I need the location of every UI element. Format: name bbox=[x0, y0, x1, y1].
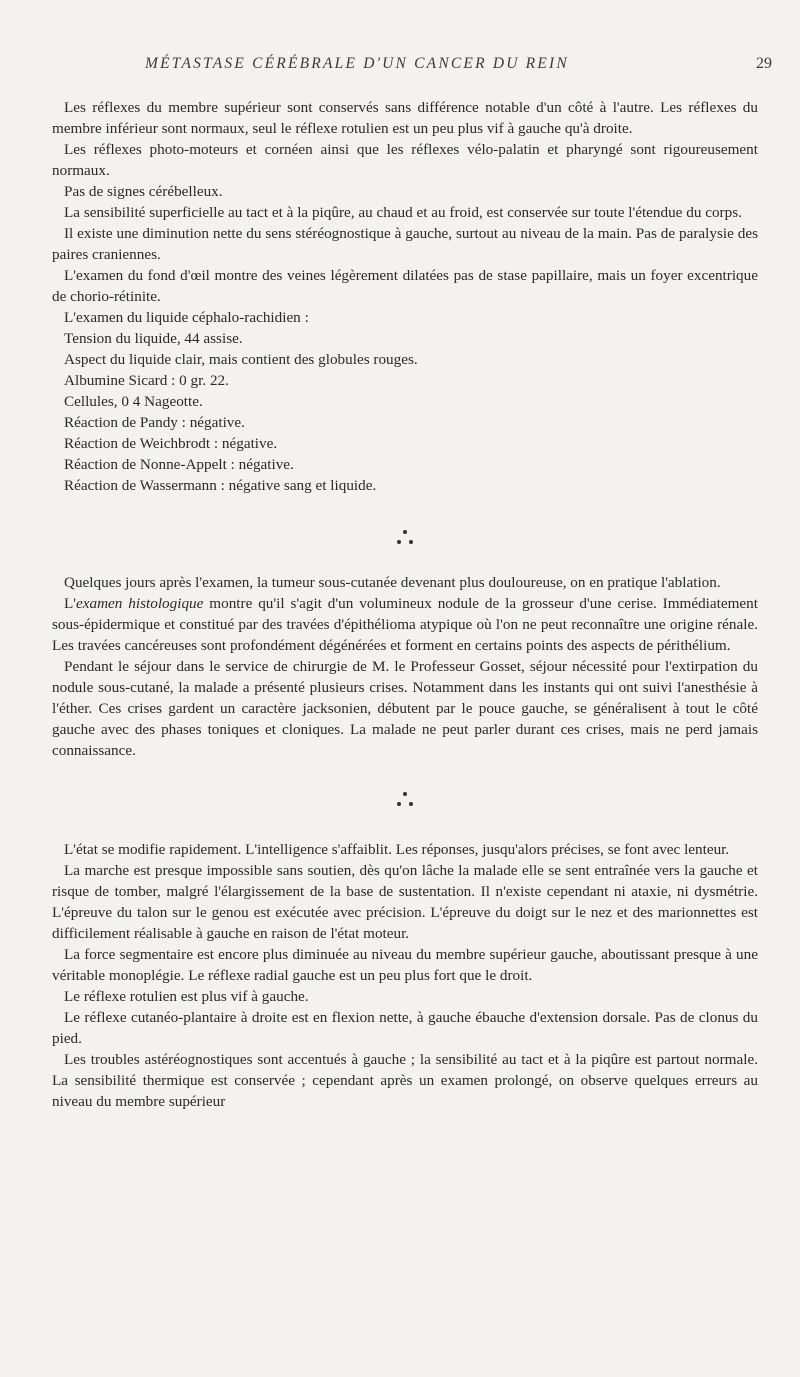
paragraph: L'examen du liquide céphalo-rachidien : bbox=[64, 309, 309, 326]
paragraph: Les réflexes du membre supérieur sont conservés sans différence notable d'un côté à l'autre. Les réflexes du membre inférieur sont normaux, seul le réflexe rotulien est un peu plus vif à gauche qu'à droite. bbox=[52, 99, 758, 137]
paragraph: Aspect du liquide clair, mais contient des globules rouges. bbox=[64, 351, 418, 368]
paragraph: Tension du liquide, 44 assise. bbox=[64, 330, 243, 347]
paragraph: La marche est presque impossible sans soutien, dès qu'on lâche la malade elle se sent entraînée vers la gauche et risque de tomber, malgré l'élargissement de la base de sustentation. Il n'existe cependant ni ataxie, ni dysmétrie. L'épreuve du talon sur le genou est exécutée avec précision. L'épreuve du doigt sur le nez et des marionnettes est difficilement réalisable à gauche en raison de l'état moteur. bbox=[52, 862, 758, 942]
paragraph: Les réflexes photo-moteurs et cornéen ainsi que les réflexes vélo-palatin et pharyngé sont rigoureusement normaux. bbox=[52, 141, 758, 179]
section-separator bbox=[52, 761, 758, 839]
text-fragment: L' bbox=[64, 595, 77, 612]
paragraph: Albumine Sicard : 0 gr. 22. bbox=[64, 372, 229, 389]
paragraph: Réaction de Wassermann : négative sang et liquide. bbox=[64, 477, 377, 494]
paragraph: La force segmentaire est encore plus diminuée au niveau du membre supérieur gauche, aboutissant presque à une véritable monoplégie. Le réflexe radial gauche est un peu plus fort que le droit. bbox=[52, 946, 758, 984]
text-fragment: montre qu'il s'agit d'un volumineux nodule de la grosseur d'une cerise. Immédiatement sous-épidermique et constitué par des travées d'épithélioma atypique où l'on ne peut reconnaître une origine rénale. Les travées cancéreuses sont profondément dégénérées et forment en certains points des aspects de périthélium. bbox=[52, 595, 758, 654]
paragraph: Les troubles astéréognostiques sont accentués à gauche ; la sensibilité au tact et à la piqûre est partout normale. La sensibilité thermique est conservée ; cependant après un examen prolongé, on observe quelques erreurs au niveau du membre supérieur bbox=[52, 1051, 758, 1110]
paragraph: Il existe une diminution nette du sens stéréognostique à gauche, surtout au niveau de la main. Pas de paralysie des paires craniennes. bbox=[52, 225, 758, 263]
paragraph bbox=[52, 593, 758, 656]
paragraph: Réaction de Pandy : négative. bbox=[64, 414, 245, 431]
paragraph: Le réflexe rotulien est plus vif à gauche. bbox=[64, 988, 309, 1005]
paragraph: Le réflexe cutanéo-plantaire à droite est en flexion nette, à gauche ébauche d'extension dorsale. Pas de clonus du pied. bbox=[52, 1009, 758, 1047]
section-separator bbox=[52, 504, 758, 572]
paragraph: Pas de signes cérébelleux. bbox=[64, 183, 223, 200]
paragraph: L'examen du fond d'œil montre des veines légèrement dilatées pas de stase papillaire, mais un foyer excentrique de chorio-rétinite. bbox=[52, 267, 758, 305]
paragraph: La sensibilité superficielle au tact et à la piqûre, au chaud et au froid, est conservée sur toute l'étendue du corps. bbox=[64, 204, 742, 221]
running-title: MÉTASTASE CÉRÉBRALE D'UN CANCER DU REIN bbox=[145, 55, 569, 72]
paragraph: Cellules, 0 4 Nageotte. bbox=[64, 393, 203, 410]
paragraph: Pendant le séjour dans le service de chirurgie de M. le Professeur Gosset, séjour nécessité pour l'extirpation du nodule sous-cutané, la malade a présenté plusieurs crises. Notamment dans les instants qui ont suivi l'anesthésie à l'éther. Ces crises gardent un caractère jacksonien, débutent par le pouce gauche, se généralisent à tout le côté gauche avec des phases toniques et cloniques. La malade ne peut parler durant ces crises, mais ne perd jamais connaissance. bbox=[52, 658, 758, 759]
paragraph: Réaction de Nonne-Appelt : négative. bbox=[64, 456, 294, 473]
asterism-icon bbox=[395, 528, 415, 548]
asterism-icon bbox=[395, 790, 415, 810]
italic-term: examen histologique bbox=[76, 595, 204, 612]
page-number: 29 bbox=[756, 55, 772, 72]
page-header bbox=[0, 55, 800, 81]
page-body bbox=[52, 97, 758, 1112]
paragraph: Réaction de Weichbrodt : négative. bbox=[64, 435, 278, 452]
paragraph: L'état se modifie rapidement. L'intelligence s'affaiblit. Les réponses, jusqu'alors précises, se font avec lenteur. bbox=[64, 841, 730, 858]
paragraph: Quelques jours après l'examen, la tumeur sous-cutanée devenant plus douloureuse, on en pratique l'ablation. bbox=[64, 574, 721, 591]
